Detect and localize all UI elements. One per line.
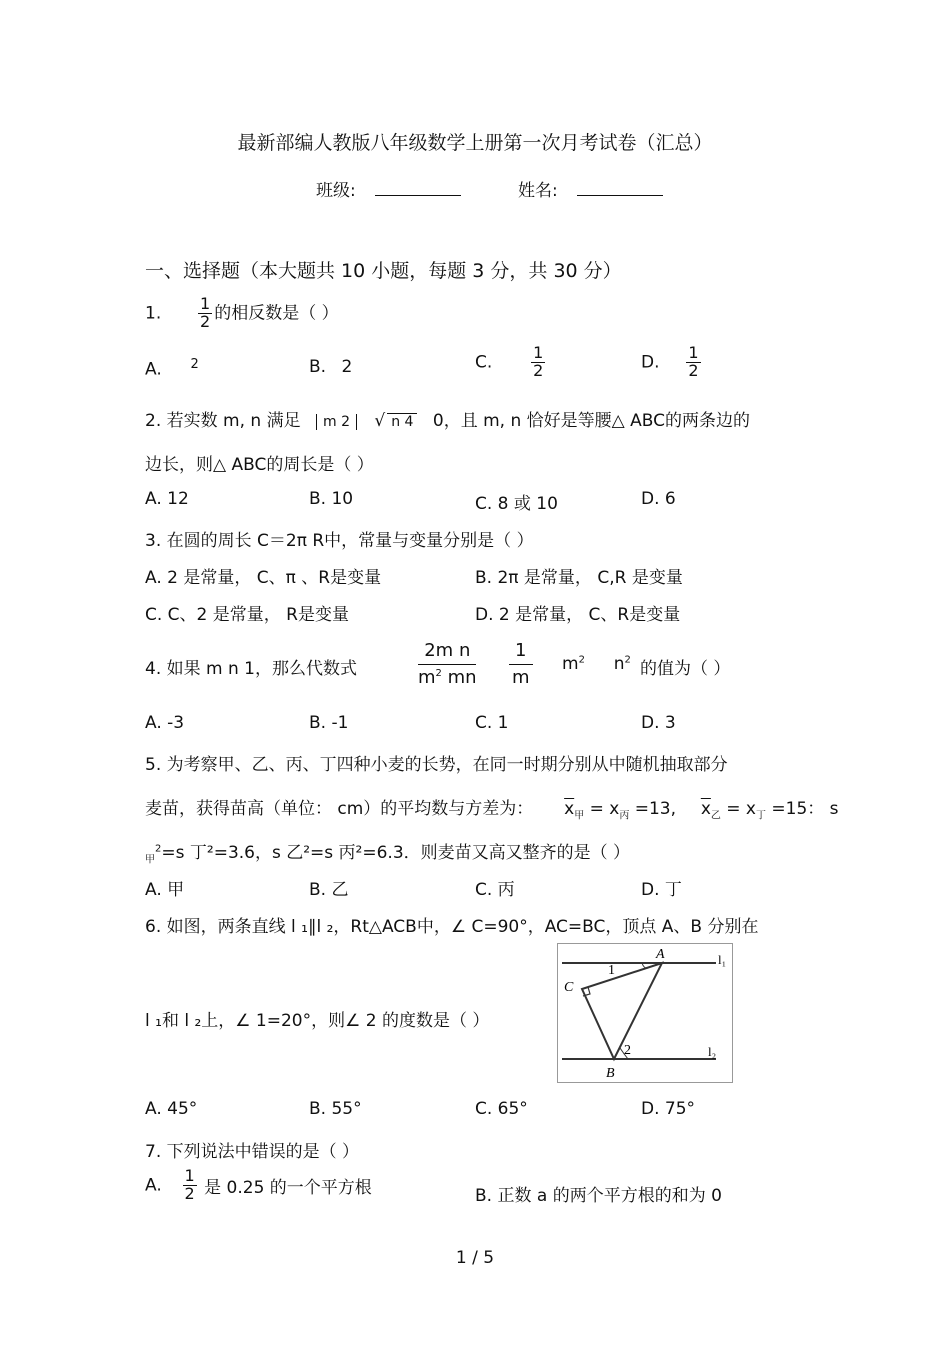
- q1-d-label: D.: [641, 352, 660, 373]
- q5-option-d: D. 丁: [641, 880, 682, 900]
- q4-multiplier: [562, 654, 631, 674]
- question-5-line-3: [145, 838, 630, 865]
- q5-option-a: A. 甲: [145, 880, 185, 900]
- label-a: A: [656, 947, 665, 962]
- q5-eq-1: = x: [584, 799, 620, 819]
- question-6-line-2: l ₁和 l ₂上，∠ 1=20°，则∠ 2 的度数是（ ）: [145, 1011, 490, 1031]
- q1-c-label: C.: [475, 352, 493, 373]
- q6-option-b: B. 55°: [309, 1099, 362, 1119]
- class-blank: [375, 181, 461, 196]
- q7-a-text: 是 0.25 的一个平方根: [204, 1177, 372, 1198]
- question-1: [145, 296, 339, 331]
- q1-option-b: [309, 357, 352, 377]
- question-5-line-2: [145, 794, 839, 821]
- question-2-line-1: [145, 406, 750, 431]
- question-4-lead: 4. 如果 m n 1，那么代数式: [145, 659, 357, 679]
- q4-mult-m-sq: 2: [578, 654, 585, 666]
- question-7: 7. 下列说法中错误的是（ ）: [145, 1142, 360, 1162]
- q2-sqrt-expr: n 4: [387, 413, 417, 430]
- q1-fraction: [198, 296, 212, 331]
- q5-sq: 2: [155, 843, 162, 855]
- q5-sub-jia-2: 甲: [145, 854, 155, 866]
- q5-val-15: =15： s: [766, 799, 839, 819]
- triangle-diagram: [558, 944, 732, 1082]
- q1-b-label: B.: [309, 357, 327, 377]
- q5-sub-yi: 乙: [710, 810, 721, 822]
- triangle-acb: [582, 963, 662, 1059]
- q5-x-jia: $\overline{x}$: [564, 799, 575, 819]
- q4-f1-num: 2m n: [418, 640, 476, 665]
- q1-option-d: [641, 345, 703, 380]
- q3-option-a: A. 2 是常量， C、π 、R是变量: [145, 568, 382, 588]
- q1-number: 1.: [145, 303, 162, 324]
- class-field: [316, 176, 461, 201]
- page-number: 1 / 5: [455, 1248, 495, 1268]
- section-heading: 一、选择题（本大题共 10 小题，每题 3 分，共 30 分）: [145, 260, 622, 282]
- q1-d-num: 1: [688, 343, 699, 362]
- label-angle-1: 1: [608, 963, 615, 978]
- q5-x-yi: $\overline{x}$: [700, 799, 711, 819]
- question-5-line-1: 5. 为考察甲、乙、丙、丁四种小麦的长势，在同一时期分别从中随机抽取部分: [145, 755, 728, 775]
- label-b: B: [606, 1066, 615, 1081]
- q3-option-b: B. 2π 是常量， C,R 是变量: [475, 568, 683, 588]
- q4-fraction-2: [506, 640, 536, 688]
- question-3: 3. 在圆的周长 C＝2π R中，常量与变量分别是（ ）: [145, 531, 534, 551]
- q4-mult-n-sq: 2: [624, 654, 631, 666]
- q7-option-b: B. 正数 a 的两个平方根的和为 0: [475, 1186, 722, 1206]
- q1-c-num: 1: [533, 343, 544, 362]
- q1-frac-num: 1: [200, 294, 211, 313]
- q1-text: 的相反数是（ ）: [214, 303, 339, 324]
- q2-text-a: 2. 若实数 m, n 满足: [145, 411, 301, 431]
- name-blank: [577, 181, 663, 196]
- q1-a-label: A.: [145, 359, 162, 380]
- q4-option-a: A. -3: [145, 713, 185, 733]
- q3-option-c: C. C、2 是常量， R是变量: [145, 605, 349, 625]
- q1-a-value: 2: [190, 357, 199, 372]
- q5-sub-bing: 丙: [619, 810, 630, 822]
- q5-sub-jia: 甲: [574, 810, 585, 822]
- q1-d-fraction: [686, 345, 700, 380]
- q4-f1-den: [412, 665, 483, 689]
- page-title: 最新部编人教版八年级数学上册第一次月考试卷（汇总）: [237, 132, 713, 154]
- q7-a-den: 2: [184, 1183, 195, 1203]
- q4-option-d: D. 3: [641, 713, 676, 733]
- q5-val-13: =13,: [629, 799, 676, 819]
- q7-a-fraction: [183, 1168, 197, 1203]
- q4-fraction-1: [412, 640, 483, 688]
- q2-option-b: B. 10: [309, 489, 354, 509]
- q2-option-c: C. 8 或 10: [475, 494, 558, 514]
- label-c: C: [564, 980, 574, 995]
- q5-option-b: B. 乙: [309, 880, 349, 900]
- question-6-line-1: 6. 如图，两条直线 l ₁∥l ₂，Rt△ACB中，∠ C=90°，AC=BC，顶点 A、B 分别在: [145, 917, 759, 937]
- q1-c-fraction: [531, 345, 545, 380]
- q6-option-c: C. 65°: [475, 1099, 528, 1119]
- q4-mult-n: n: [613, 654, 625, 674]
- q2-text-b: 0，且 m, n 恰好是等腰△ ABC的两条边的: [432, 411, 750, 431]
- q7-a-num: 1: [184, 1166, 195, 1185]
- class-label: 班级:: [316, 181, 356, 201]
- q4-f1-den-m: m: [418, 666, 436, 688]
- q6-option-a: A. 45°: [145, 1099, 198, 1119]
- q3-option-d: D. 2 是常量， C、R是变量: [475, 605, 681, 625]
- name-label: 姓名:: [518, 181, 558, 201]
- q4-mult-m: m: [562, 654, 579, 674]
- q1-d-den: 2: [688, 360, 699, 380]
- q7-option-a: [145, 1168, 372, 1203]
- q1-b-value: 2: [341, 357, 353, 377]
- label-angle-2: 2: [624, 1043, 631, 1058]
- q1-option-a: [145, 357, 199, 380]
- q2-option-d: D. 6: [641, 489, 676, 509]
- q7-a-label: A.: [145, 1175, 162, 1196]
- q4-f1-den-sq: 2: [435, 667, 442, 679]
- question-2-line-2: 边长，则△ ABC的周长是（ ）: [145, 455, 374, 475]
- q5-option-c: C. 丙: [475, 880, 515, 900]
- label-l2: l₂: [708, 1044, 717, 1059]
- q1-option-c: [475, 345, 547, 380]
- q1-c-den: 2: [533, 360, 544, 380]
- sqrt-icon: √: [374, 411, 386, 431]
- q6-option-d: D. 75°: [641, 1099, 696, 1119]
- q5-eq-2: = x: [720, 799, 756, 819]
- q2-option-a: A. 12: [145, 489, 189, 509]
- q4-option-b: B. -1: [309, 713, 349, 733]
- q5-text-c: =s 丁²=3.6，s 乙²=s 丙²=6.3．则麦苗又高又整齐的是（ ）: [161, 843, 631, 863]
- q4-f1-den-tail: mn: [441, 666, 477, 688]
- name-field: [518, 176, 663, 201]
- geometry-figure: [557, 943, 733, 1083]
- q5-text-a: 麦苗，获得苗高（单位： cm）的平均数与方差为：: [145, 799, 534, 819]
- label-l1: l₁: [718, 952, 727, 967]
- q1-frac-den: 2: [200, 311, 211, 331]
- q4-f2-num: 1: [509, 640, 532, 665]
- q4-tail: 的值为（ ）: [640, 659, 731, 679]
- q5-sub-ding: 丁: [756, 810, 766, 822]
- q2-abs-expr: m 2: [316, 414, 357, 430]
- q4-option-c: C. 1: [475, 713, 509, 733]
- q4-f2-den: m: [512, 666, 530, 688]
